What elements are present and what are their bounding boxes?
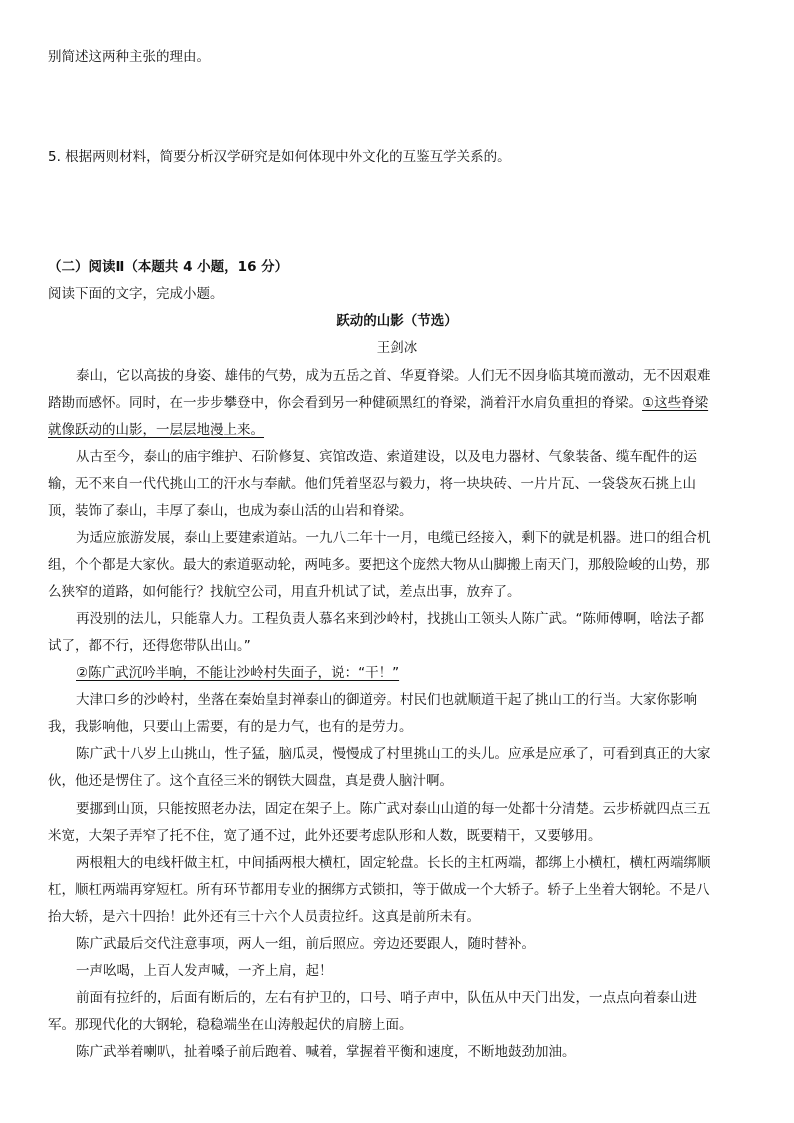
paragraph-line: 要挪到山顶，只能按照老办法，固定在架子上。陈广武对泰山山道的每一处都十分清楚。云步桥就四点三五	[76, 801, 711, 817]
paragraph-line: 从古至今，泰山的庙宇维护、石阶修复、宾馆改造、索道建设，以及电力器材、气象装备、缆车配件的运	[76, 449, 697, 465]
paragraph-line: 试了，都不行，还得您带队出山。”	[48, 638, 251, 654]
question-4-continuation: 别简述这两种主张的理由。	[48, 49, 210, 65]
paragraph-line: 一声吆喝，上百人发声喊，一齐上肩，起！	[76, 963, 333, 979]
paragraph-line: 组，个个都是大家伙。最大的索道驱动轮，两吨多。要把这个庞然大物从山脚搬上南天门，那般险峻的山势，那	[48, 557, 710, 573]
paragraph-line: 泰山，它以高拔的身姿、雄伟的气势，成为五岳之首、华夏脊梁。人们无不因身临其境而激动，无不因艰难	[76, 368, 711, 384]
underlined-sentence-2: ②陈广武沉吟半晌，不能让沙岭村失面子，说：“干！”	[76, 665, 400, 681]
paragraph-line: 军。那现代化的大钢轮，稳稳端坐在山涛般起伏的肩膀上面。	[48, 1017, 413, 1033]
paragraph-line: 米宽，大架子弄窄了托不住，宽了通不过，此外还要考虑队形和人数，既要精干，又要够用。	[48, 828, 602, 844]
paragraph-line: 陈广武十八岁上山挑山，性子猛，脑瓜灵，慢慢成了村里挑山工的头儿。应承是应承了，可看到真正的大家	[76, 746, 711, 762]
paragraph-line: 杠，顺杠两端再穿短杠。所有环节都用专业的捆绑方式锁扣，等于做成一个大轿子。轿子上坐着大钢轮。不是八	[48, 882, 710, 898]
underlined-sentence-1: ①这些脊梁	[642, 395, 709, 411]
section-heading: （二）阅读Ⅱ（本题共 4 小题，16 分）	[48, 259, 289, 275]
question-5: 5. 根据两则材料，简要分析汉学研究是如何体现中外文化的互鉴互学关系的。	[48, 149, 511, 165]
paragraph-line: 踏勘而感怀。同时，在一步步攀登中，你会看到另一种健硕黑红的脊梁，淌着汗水肩负重担的脊梁。①这些脊梁	[48, 395, 709, 411]
paragraph-line: 陈广武最后交代注意事项，两人一组，前后照应。旁边还要跟人，随时替补。	[76, 936, 535, 952]
paragraph-line: 再没别的法儿，只能靠人力。工程负责人慕名来到沙岭村，找挑山工领头人陈广武。“陈师傅啊，啥法子都	[76, 611, 704, 627]
paragraph-line: 大津口乡的沙岭村，坐落在秦始皇封禅泰山的御道旁。村民们也就顺道干起了挑山工的行当。大家你影响	[76, 692, 697, 708]
paragraph-line: 输，无不来自一代代挑山工的汗水与奉献。他们凭着坚忍与毅力，将一块块砖、一片片瓦、一袋袋灰石挑上山	[48, 476, 696, 492]
paragraph-line: 么狭窄的道路，如何能行？找航空公司，用直升机试了试，差点出事，放弃了。	[48, 584, 521, 600]
underlined-sentence-1-cont: 就像跃动的山影，一层层地漫上来。	[48, 422, 264, 438]
paragraph-line: 陈广武举着喇叭，扯着嗓子前后跑着、喊着，掌握着平衡和速度，不断地鼓劲加油。	[76, 1044, 576, 1060]
paragraph-line: 我，我影响他，只要山上需要，有的是力气，也有的是劳力。	[48, 719, 413, 735]
passage-title: 跃动的山影（节选）	[336, 313, 458, 329]
paragraph-line: 伙，他还是愣住了。这个直径三米的钢铁大圆盘，真是费人脑汁啊。	[48, 773, 453, 789]
paragraph-line: 两根粗大的电线杆做主杠，中间插两根大横杠，固定轮盘。长长的主杠两端，都绑上小横杠，横杠两端绑顺	[76, 855, 711, 871]
reading-instruction: 阅读下面的文字，完成小题。	[48, 286, 224, 302]
passage-author: 王剑冰	[376, 340, 418, 356]
paragraph-line: 前面有拉纤的，后面有断后的，左右有护卫的，口号、哨子声中，队伍从中天门出发，一点点向着泰山进	[76, 990, 697, 1006]
paragraph-line: 抬大轿，是六十四抬！此外还有三十六个人员责拉纤。这真是前所未有。	[48, 909, 480, 925]
paragraph-line: 为适应旅游发展，泰山上要建索道站。一九八二年十一月，电缆已经接入，剩下的就是机器。进口的组合机	[76, 530, 711, 546]
paragraph-line: 顶，装饰了泰山，丰厚了泰山，也成为泰山活的山岩和脊梁。	[48, 503, 413, 519]
